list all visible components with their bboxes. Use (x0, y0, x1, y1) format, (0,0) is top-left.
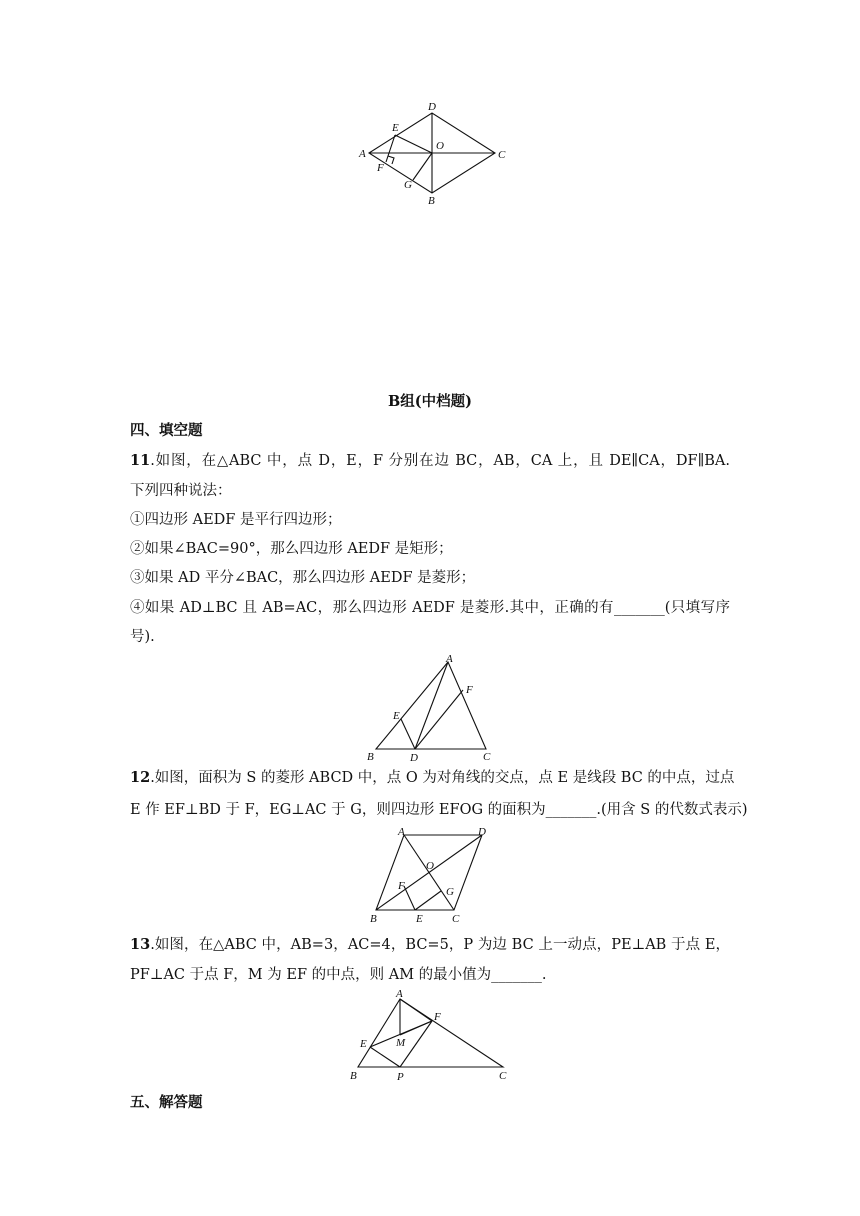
label-F: F (398, 880, 405, 892)
label-B: B (350, 1070, 357, 1082)
label-B: B (367, 751, 374, 763)
q13-line1: 13.如图，在△ABC 中，AB=3，AC=4，BC=5，P 为边 BC 上一动点，PE⊥AB 于点 E， (130, 936, 730, 953)
label-D: D (428, 101, 436, 113)
q12-number: 12 (130, 769, 151, 786)
label-F: F (434, 1011, 441, 1023)
label-B: B (370, 913, 377, 925)
label-G: G (404, 179, 412, 191)
q12-line2: E 作 EF⊥BD 于 F，EG⊥AC 于 G，则四边形 EFOG 的面积为_______.(用含 S 的代数式表示) (130, 802, 748, 818)
label-A: A (396, 988, 403, 1000)
rhombus-figure-top (355, 98, 515, 208)
label-E: E (392, 122, 399, 134)
label-E: E (360, 1038, 367, 1050)
label-M: M (396, 1037, 406, 1049)
label-A: A (446, 653, 453, 665)
q11-option3: ③如果 AD 平分∠BAC，那么四边形 AEDF 是菱形； (130, 570, 476, 586)
q13-number: 13 (130, 936, 151, 953)
label-C: C (498, 149, 506, 161)
label-F: F (466, 684, 473, 696)
section5-title: 五、解答题 (130, 1094, 203, 1111)
q13-line2: PF⊥AC 于点 F，M 为 EF 的中点，则 AM 的最小值为_______. (130, 967, 547, 983)
rhombus-figure-12 (364, 825, 504, 929)
label-A: A (359, 148, 366, 160)
q11-line1: 11.如图，在△ABC 中，点 D，E，F 分别在边 BC，AB，CA 上，且 DE∥CA，DF∥BA. (130, 452, 730, 469)
label-A: A (398, 826, 405, 838)
q11-option4: ④如果 AD⊥BC 且 AB=AC，那么四边形 AEDF 是菱形.其中，正确的有_______(只填写序 (130, 600, 730, 616)
q11-line2: 下列四种说法： (130, 483, 232, 499)
group-title: B组(中档题) (388, 393, 472, 410)
triangle-figure-13 (345, 985, 515, 1083)
triangle-figure-11 (362, 652, 502, 764)
label-C: C (499, 1070, 507, 1082)
label-F: F (377, 162, 384, 174)
q12-line1: 12.如图，面积为 S 的菱形 ABCD 中，点 O 为对角线的交点，点 E 是线段 BC 的中点，过点 (130, 769, 735, 786)
q11-option1: ①四边形 AEDF 是平行四边形； (130, 512, 342, 528)
label-G: G (446, 886, 454, 898)
label-E: E (393, 710, 400, 722)
label-C: C (483, 751, 491, 763)
label-E: E (416, 913, 423, 925)
q11-number: 11 (130, 452, 151, 469)
q11-option4-cont: 号). (130, 629, 155, 645)
label-O: O (436, 140, 444, 152)
section4-title: 四、填空题 (130, 422, 203, 439)
label-P: P (397, 1071, 404, 1083)
label-C: C (452, 913, 460, 925)
label-D: D (410, 752, 418, 764)
label-O: O (426, 860, 434, 872)
label-D: D (478, 826, 486, 838)
q11-option2: ②如果∠BAC=90°，那么四边形 AEDF 是矩形； (130, 541, 453, 557)
label-B: B (428, 195, 435, 207)
